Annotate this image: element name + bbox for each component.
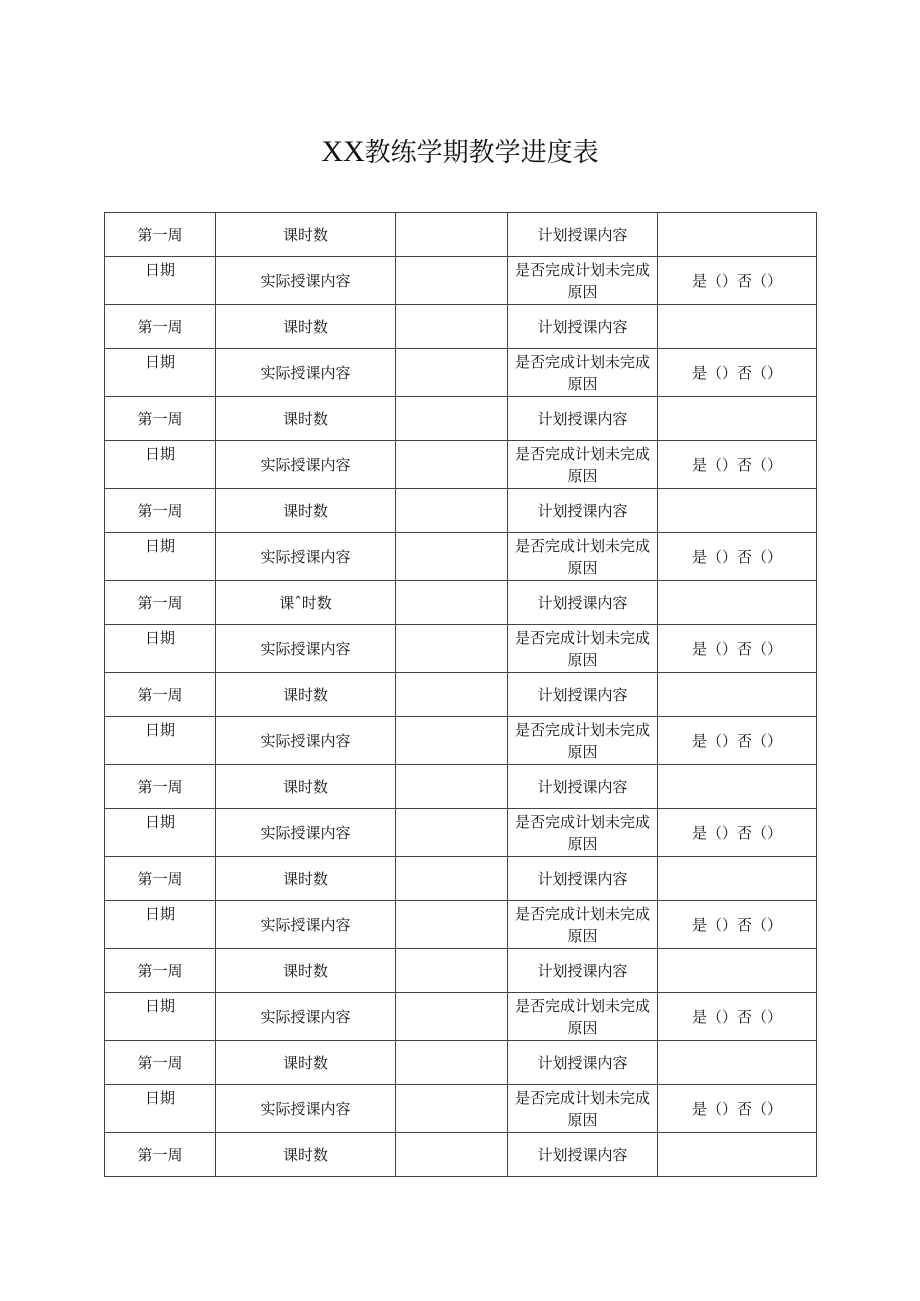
week-row [105,949,817,993]
planned-content-value-cell[interactable] [658,765,817,809]
hours-value-cell[interactable] [396,673,508,717]
date-label: 日期 [105,533,216,581]
completion-question-label: 是否完成计划未完成原因 [508,809,658,857]
planned-content-label: 计划授课内容 [508,949,658,993]
completion-choice[interactable]: 是（）否（） [658,257,817,305]
week-label: 第一周 [105,213,216,257]
week-row [105,673,817,717]
hours-value-cell[interactable] [396,397,508,441]
date-label: 日期 [105,993,216,1041]
week-label: 第一周 [105,305,216,349]
hours-value-cell[interactable] [396,765,508,809]
title-prefix: XX [321,135,365,168]
actual-content-label: 实际授课内容 [216,257,396,305]
hours-label: 课时数 [216,673,396,717]
actual-content-value-cell[interactable] [396,901,508,949]
hours-label: 课ˆ时数 [216,581,396,625]
completion-question-label: 是否完成计划未完成原因 [508,717,658,765]
title-text: 教练学期教学进度表 [364,138,599,168]
date-row [105,349,817,397]
planned-content-label: 计划授课内容 [508,1133,658,1177]
planned-content-label: 计划授课内容 [508,305,658,349]
teaching-schedule-table [104,212,817,1177]
actual-content-value-cell[interactable] [396,993,508,1041]
hours-label: 课时数 [216,397,396,441]
hours-label: 课时数 [216,949,396,993]
planned-content-value-cell[interactable] [658,1133,817,1177]
hours-label: 课时数 [216,1041,396,1085]
planned-content-label: 计划授课内容 [508,857,658,901]
completion-question-label: 是否完成计划未完成原因 [508,441,658,489]
planned-content-label: 计划授课内容 [508,1041,658,1085]
completion-choice[interactable]: 是（）否（） [658,1085,817,1133]
week-row [105,489,817,533]
hours-value-cell[interactable] [396,1041,508,1085]
date-label: 日期 [105,441,216,489]
completion-question-label: 是否完成计划未完成原因 [508,901,658,949]
completion-choice[interactable]: 是（）否（） [658,993,817,1041]
completion-choice[interactable]: 是（）否（） [658,717,817,765]
week-row [105,213,817,257]
week-row [105,305,817,349]
hours-label: 课时数 [216,765,396,809]
date-row [105,993,817,1041]
planned-content-value-cell[interactable] [658,305,817,349]
actual-content-label: 实际授课内容 [216,625,396,673]
date-label: 日期 [105,809,216,857]
date-row [105,1085,817,1133]
actual-content-value-cell[interactable] [396,441,508,489]
date-row [105,717,817,765]
week-row [105,765,817,809]
hours-label: 课时数 [216,213,396,257]
week-label: 第一周 [105,1041,216,1085]
actual-content-label: 实际授课内容 [216,349,396,397]
date-label: 日期 [105,257,216,305]
planned-content-value-cell[interactable] [658,857,817,901]
week-label: 第一周 [105,765,216,809]
planned-content-label: 计划授课内容 [508,397,658,441]
planned-content-value-cell[interactable] [658,581,817,625]
hours-value-cell[interactable] [396,949,508,993]
date-label: 日期 [105,625,216,673]
actual-content-label: 实际授课内容 [216,533,396,581]
planned-content-value-cell[interactable] [658,673,817,717]
date-row [105,441,817,489]
actual-content-value-cell[interactable] [396,257,508,305]
hours-value-cell[interactable] [396,213,508,257]
actual-content-value-cell[interactable] [396,717,508,765]
planned-content-value-cell[interactable] [658,489,817,533]
completion-question-label: 是否完成计划未完成原因 [508,993,658,1041]
completion-choice[interactable]: 是（）否（） [658,809,817,857]
hours-value-cell[interactable] [396,305,508,349]
actual-content-value-cell[interactable] [396,533,508,581]
week-label: 第一周 [105,489,216,533]
actual-content-value-cell[interactable] [396,1085,508,1133]
page-title [0,132,920,173]
hours-value-cell[interactable] [396,581,508,625]
date-row [105,533,817,581]
week-label: 第一周 [105,949,216,993]
completion-choice[interactable]: 是（）否（） [658,533,817,581]
week-label: 第一周 [105,581,216,625]
completion-question-label: 是否完成计划未完成原因 [508,349,658,397]
planned-content-label: 计划授课内容 [508,213,658,257]
week-label: 第一周 [105,857,216,901]
actual-content-value-cell[interactable] [396,349,508,397]
actual-content-label: 实际授课内容 [216,901,396,949]
planned-content-label: 计划授课内容 [508,489,658,533]
date-row [105,901,817,949]
actual-content-label: 实际授课内容 [216,1085,396,1133]
schedule-body [105,213,817,1177]
completion-choice[interactable]: 是（）否（） [658,901,817,949]
hours-value-cell[interactable] [396,857,508,901]
actual-content-label: 实际授课内容 [216,441,396,489]
planned-content-value-cell[interactable] [658,1041,817,1085]
planned-content-label: 计划授课内容 [508,765,658,809]
date-label: 日期 [105,717,216,765]
date-label: 日期 [105,349,216,397]
planned-content-value-cell[interactable] [658,949,817,993]
completion-choice[interactable]: 是（）否（） [658,349,817,397]
date-row [105,809,817,857]
date-label: 日期 [105,901,216,949]
planned-content-value-cell[interactable] [658,397,817,441]
date-row [105,625,817,673]
completion-question-label: 是否完成计划未完成原因 [508,533,658,581]
actual-content-label: 实际授课内容 [216,717,396,765]
actual-content-label: 实际授课内容 [216,993,396,1041]
hours-label: 课时数 [216,305,396,349]
week-label: 第一周 [105,1133,216,1177]
actual-content-label: 实际授课内容 [216,809,396,857]
actual-content-value-cell[interactable] [396,625,508,673]
week-row [105,1041,817,1085]
hours-label: 课时数 [216,489,396,533]
completion-question-label: 是否完成计划未完成原因 [508,257,658,305]
planned-content-label: 计划授课内容 [508,673,658,717]
week-row [105,1133,817,1177]
planned-content-label: 计划授课内容 [508,581,658,625]
week-row [105,857,817,901]
hours-value-cell[interactable] [396,489,508,533]
completion-choice[interactable]: 是（）否（） [658,441,817,489]
actual-content-value-cell[interactable] [396,809,508,857]
completion-question-label: 是否完成计划未完成原因 [508,625,658,673]
date-label: 日期 [105,1085,216,1133]
week-row [105,397,817,441]
completion-choice[interactable]: 是（）否（） [658,625,817,673]
week-label: 第一周 [105,397,216,441]
date-row [105,257,817,305]
completion-question-label: 是否完成计划未完成原因 [508,1085,658,1133]
week-row [105,581,817,625]
hours-label: 课时数 [216,1133,396,1177]
week-label: 第一周 [105,673,216,717]
hours-label: 课时数 [216,857,396,901]
hours-value-cell[interactable] [396,1133,508,1177]
planned-content-value-cell[interactable] [658,213,817,257]
